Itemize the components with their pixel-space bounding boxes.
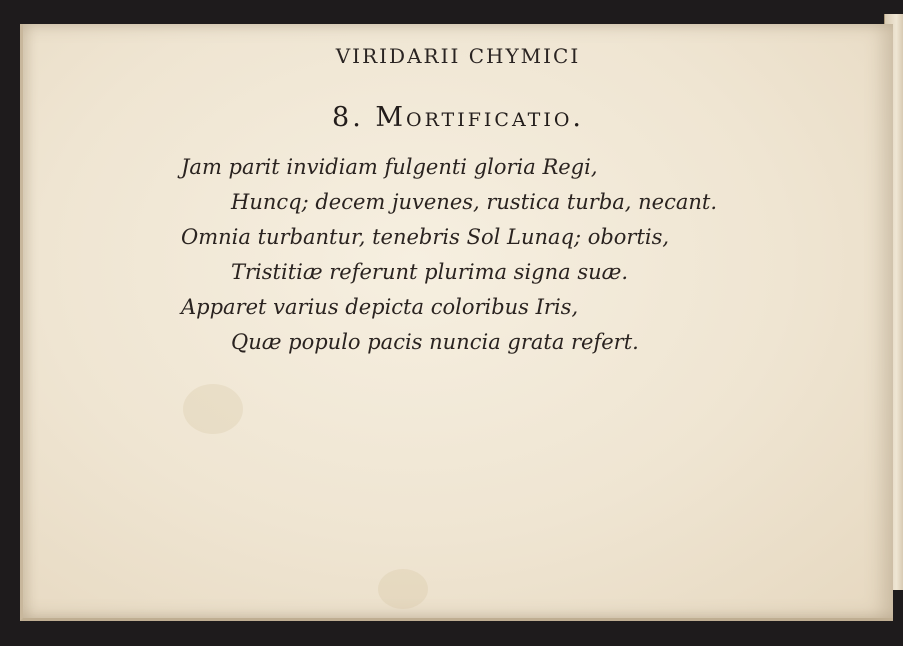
book-page xyxy=(20,24,893,621)
verse-line: Jam parit invidiam fulgenti gloria Regi, xyxy=(181,155,598,179)
verse-line: Omnia turbantur, tenebris Sol Lunaq; obortis, xyxy=(181,225,670,249)
verse-block xyxy=(181,150,741,360)
section-title: 8. Mortificatio. xyxy=(332,102,584,133)
running-head: VIRIDARII CHYMICI xyxy=(335,44,581,68)
paper-stain xyxy=(183,384,243,434)
verse-line: Huncq; decem juvenes, rustica turba, necant. xyxy=(231,190,718,214)
paper-stain xyxy=(378,569,428,609)
verse-line: Quæ populo pacis nuncia grata refert. xyxy=(231,330,639,354)
verse-line: Apparet varius depicta coloribus Iris, xyxy=(181,295,579,319)
verse-line: Tristitiæ referunt plurima signa suæ. xyxy=(231,260,629,284)
